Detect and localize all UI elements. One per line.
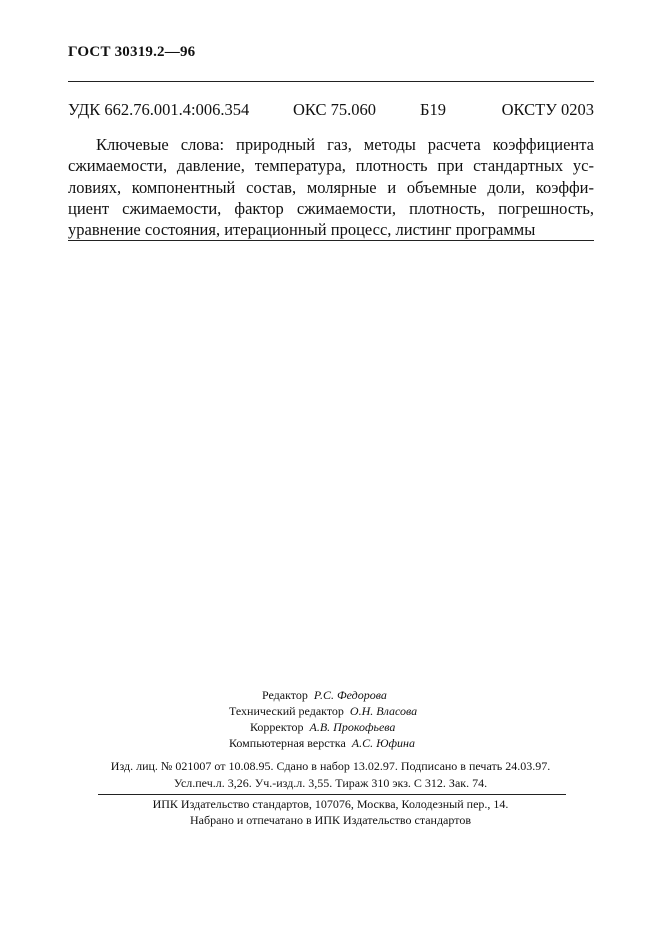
credit-role: Технический редактор <box>229 704 344 718</box>
printer-note: Набрано и отпечатано в ИПК Издательство стандартов <box>190 813 471 827</box>
keywords-line: циент сжимаемости, фактор сжимаемости, плотность, погрешность, <box>68 198 594 218</box>
document-code: ГОСТ 30319.2—96 <box>68 44 196 60</box>
keywords-line: сжимаемости, давление, температура, плотность при стандартных ус- <box>68 156 594 176</box>
imprint-print-line: Усл.печ.л. 3,26. Уч.-изд.л. 3,55. Тираж 310 экз. С 312. Зак. 74. <box>173 776 488 790</box>
oks-code: ОКС 75.060 <box>293 100 377 119</box>
okstu-code: ОКСТУ 0203 <box>501 100 594 119</box>
udk-code: УДК 662.76.001.4:006.354 <box>68 100 250 119</box>
credit-role: Компьютерная верстка <box>229 736 346 750</box>
credit-name: Р.С. Федорова <box>313 688 387 702</box>
imprint-divider <box>98 794 566 795</box>
keywords-line: ловиях, компонентный состав, молярные и объемные доли, коэффи- <box>68 177 594 197</box>
top-divider <box>68 81 594 82</box>
keywords-divider <box>68 240 594 241</box>
credit-role: Редактор <box>262 688 308 702</box>
credit-tech-editor <box>229 703 417 719</box>
credit-layout <box>229 735 415 751</box>
credit-name: А.С. Юфина <box>351 736 415 750</box>
credit-role: Корректор <box>250 720 304 734</box>
credit-name: О.Н. Власова <box>349 704 418 718</box>
publisher-address: ИПК Издательство стандартов, 107076, Москва, Колодезный пер., 14. <box>152 797 509 811</box>
keywords-line: Ключевые слова: природный газ, методы расчета коэффициента <box>96 135 594 154</box>
keywords-paragraph <box>68 134 594 240</box>
credit-name: А.В. Прокофьева <box>309 720 396 734</box>
imprint-license-line: Изд. лиц. № 021007 от 10.08.95. Сдано в набор 13.02.97. Подписано в печать 24.03.97. <box>110 759 551 773</box>
classification-row <box>68 100 594 122</box>
keywords-line: уравнение состояния, итерационный процесс, листинг программы <box>68 220 536 240</box>
credit-proofreader <box>250 719 395 735</box>
credit-editor <box>262 687 387 703</box>
group-code: Б19 <box>420 100 446 119</box>
